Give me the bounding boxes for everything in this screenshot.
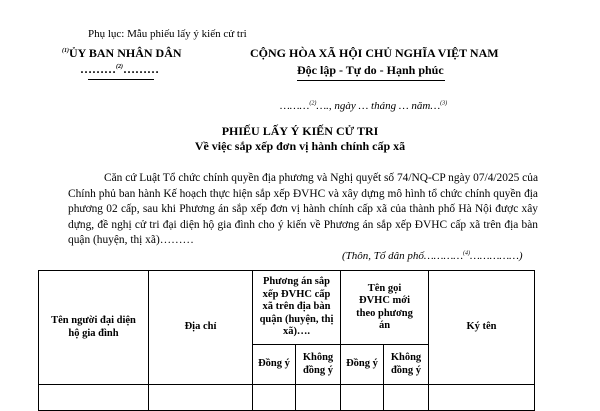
form-subtitle: Về việc sắp xếp đơn vị hành chính cấp xã (194, 139, 406, 153)
name-agree: Đồng ý (341, 345, 384, 385)
cell-plan-disagree[interactable] (296, 385, 341, 411)
header-plan: Phương án sắp xếp ĐVHC cấp xã trên địa bàn quận (huyện, thị xã)…. (253, 271, 341, 345)
header-address: Địa chỉ (149, 271, 253, 385)
cell-signature[interactable] (429, 385, 535, 411)
nation-title: CỘNG HÒA XÃ HỘI CHỦ NGHĨA VIỆT NAM (250, 46, 499, 60)
plan-agree: Đồng ý (253, 345, 296, 385)
date-text: …., ngày … tháng … năm… (316, 100, 441, 112)
date-footnote-2: (2) (309, 100, 317, 107)
issuing-org-sub (80, 62, 159, 77)
cell-name-agree[interactable] (341, 385, 384, 411)
location-text-end: ……………) (470, 250, 523, 262)
body-text: Căn cứ Luật Tổ chức chính quyền địa phương và Nghị quyết số 74/NQ-CP ngày 07/4/2025 của Chính phủ ban hành Kế hoạch thực hiện sắp xếp ĐVHC và xây dựng mô hình tổ chức chính quyền địa phương 02 cấp, sau khi Phương án sắp xếp đơn vị hành chính cấp xã của thành phố Hà Nội được xây dựng, đề nghị cử tri đại diện hộ gia đình cho ý kiến về Phương án sắp xếp ĐVHC cấp xã trên địa bàn quận (huyện, thị xã)……… (68, 172, 538, 246)
form-title: PHIẾU LẤY Ý KIẾN CỬ TRI (221, 124, 379, 138)
header-household-name: Tên người đại diện hộ gia đình (39, 271, 149, 385)
org-sub-left: ……… (80, 62, 116, 76)
date-footnote-3: (3) (440, 100, 448, 107)
motto: Độc lập - Tự do - Hạnh phúc (297, 63, 444, 77)
name-disagree: Không đồng ý (384, 345, 429, 385)
cell-name-disagree[interactable] (384, 385, 429, 411)
opinion-table (38, 270, 535, 411)
org-name: ỦY BAN NHÂN DÂN (69, 46, 182, 60)
appendix-note: Phụ lục: Mẫu phiếu lấy ý kiến cử tri (88, 28, 247, 40)
table-row (39, 385, 535, 411)
location-text: (Thôn, Tổ dân phố………… (342, 250, 464, 262)
plan-disagree: Không đồng ý (296, 345, 341, 385)
footnote-1: (1) (62, 48, 69, 54)
date-place: ……… (280, 100, 310, 112)
body-paragraph (68, 171, 538, 249)
motto-divider (297, 80, 445, 81)
header-new-name: Tên gọi ĐVHC mới theo phương án (341, 271, 429, 345)
org-sub-right: ……… (123, 62, 159, 76)
issuing-org (62, 46, 182, 61)
location-line (342, 250, 523, 262)
cell-household-name[interactable] (39, 385, 149, 411)
date-line (280, 100, 447, 112)
org-divider (88, 79, 154, 80)
header-signature: Ký tên (429, 271, 535, 385)
footnote-2: (2) (116, 64, 123, 70)
cell-plan-agree[interactable] (253, 385, 296, 411)
location-footnote: (4) (463, 250, 471, 257)
cell-address[interactable] (149, 385, 253, 411)
